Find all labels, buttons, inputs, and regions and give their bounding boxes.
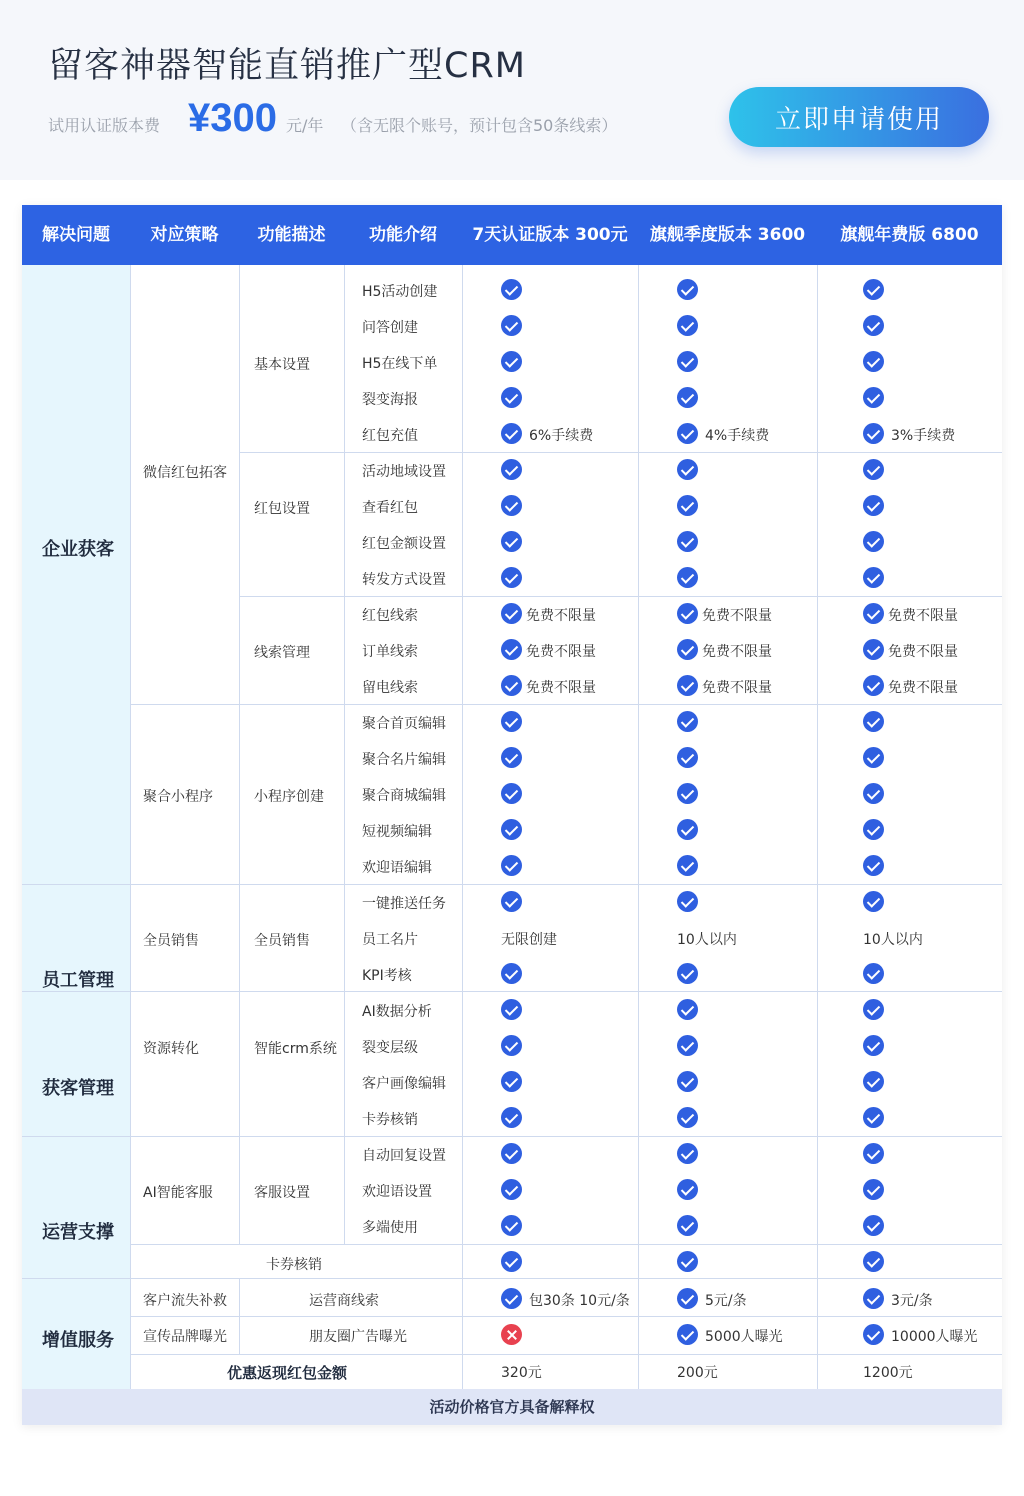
feature-label: 聚合商城编辑 <box>362 788 446 804</box>
check-icon <box>863 855 884 876</box>
strategy-label: 资源转化 <box>143 1041 199 1057</box>
price-label: 试用认证版本费 <box>48 116 161 135</box>
rebate-value: 200元 <box>677 1365 718 1381</box>
feature-label: AI数据分析 <box>362 1004 432 1020</box>
check-icon <box>863 1179 884 1200</box>
category-cell <box>22 265 130 885</box>
category-label: 员工管理 <box>42 970 114 991</box>
feature-label: 聚合首页编辑 <box>362 716 446 732</box>
check-icon <box>677 1288 698 1309</box>
check-icon <box>501 819 522 840</box>
pricing-table <box>22 205 1002 1425</box>
check-icon <box>677 279 698 300</box>
feature-label: 红包线索 <box>362 608 418 624</box>
check-icon <box>863 1324 884 1345</box>
check-icon <box>501 279 522 300</box>
check-icon <box>501 1179 522 1200</box>
description-label: 红包设置 <box>254 501 310 517</box>
feature-label: 聚合名片编辑 <box>362 752 446 768</box>
check-icon <box>863 351 884 372</box>
plan-note: 免费不限量 <box>526 644 596 660</box>
table-footer: 活动价格官方具备解释权 <box>22 1389 1002 1425</box>
check-icon <box>863 603 884 624</box>
feature-label: KPI考核 <box>362 968 412 984</box>
check-icon <box>677 891 698 912</box>
check-icon <box>501 963 522 984</box>
check-icon <box>863 711 884 732</box>
check-icon <box>677 1107 698 1128</box>
plan-note: 免费不限量 <box>702 644 772 660</box>
feature-label: 转发方式设置 <box>362 572 446 588</box>
check-icon <box>677 1035 698 1056</box>
check-icon <box>501 1143 522 1164</box>
check-icon <box>863 819 884 840</box>
check-icon <box>863 639 884 660</box>
plan-note: 免费不限量 <box>526 680 596 696</box>
check-icon <box>501 747 522 768</box>
value-added-left: 客户流失补救 <box>143 1293 227 1309</box>
check-icon <box>863 999 884 1020</box>
category-label: 获客管理 <box>42 1078 114 1099</box>
price-value: ¥300 <box>188 96 277 140</box>
value-added-mid: 运营商线索 <box>309 1293 379 1309</box>
header-plan-7day: 7天认证版本 300元 <box>472 225 628 245</box>
grid-line <box>239 596 1002 597</box>
feature-label: 客户画像编辑 <box>362 1076 446 1092</box>
check-icon <box>677 351 698 372</box>
feature-label: H5活动创建 <box>362 284 438 300</box>
check-icon <box>863 747 884 768</box>
grid-line <box>130 1316 1002 1317</box>
grid-line <box>239 265 240 1244</box>
check-icon <box>677 819 698 840</box>
check-icon <box>863 1071 884 1092</box>
hero-banner <box>0 0 1024 180</box>
plan-note: 无限创建 <box>501 932 557 948</box>
feature-label: 欢迎语设置 <box>362 1184 432 1200</box>
grid-line <box>130 1244 1002 1245</box>
check-icon <box>501 891 522 912</box>
check-icon <box>501 387 522 408</box>
check-icon <box>863 567 884 588</box>
feature-label: H5在线下单 <box>362 356 438 372</box>
check-icon <box>863 315 884 336</box>
rebate-value: 320元 <box>501 1365 542 1381</box>
plan-note: 包30条 10元/条 <box>529 1293 630 1309</box>
check-icon <box>677 675 698 696</box>
description-label: 线索管理 <box>254 645 310 661</box>
check-icon <box>501 855 522 876</box>
check-icon <box>863 783 884 804</box>
cross-icon <box>501 1324 522 1345</box>
check-icon <box>677 315 698 336</box>
feature-label: 自动回复设置 <box>362 1148 446 1164</box>
feature-label: 活动地域设置 <box>362 464 446 480</box>
check-icon <box>677 855 698 876</box>
check-icon <box>501 1107 522 1128</box>
strategy-label: 聚合小程序 <box>143 789 213 805</box>
category-label: 运营支撑 <box>42 1222 114 1243</box>
check-icon <box>501 531 522 552</box>
rebate-value: 1200元 <box>863 1365 913 1381</box>
header-problem: 解决问题 <box>42 225 110 245</box>
plan-note: 免费不限量 <box>702 608 772 624</box>
check-icon <box>863 1288 884 1309</box>
value-added-mid: 朋友圈广告曝光 <box>309 1329 407 1345</box>
check-icon <box>677 1071 698 1092</box>
grid-line <box>22 1278 1002 1279</box>
category-label: 企业获客 <box>42 539 114 560</box>
feature-label: 短视频编辑 <box>362 824 432 840</box>
description-label: 基本设置 <box>254 357 310 373</box>
card-row-label: 卡券核销 <box>266 1257 322 1273</box>
check-icon <box>863 1035 884 1056</box>
plan-note: 免费不限量 <box>702 680 772 696</box>
check-icon <box>863 459 884 480</box>
header-strategy: 对应策略 <box>150 225 219 245</box>
category-label: 增值服务 <box>42 1330 114 1351</box>
grid-line <box>130 704 1002 705</box>
grid-line <box>22 884 1002 885</box>
grid-line <box>462 265 463 1389</box>
apply-button[interactable]: 立即申请使用 <box>729 87 989 147</box>
plan-note: 6%手续费 <box>529 428 594 444</box>
check-icon <box>677 1251 698 1272</box>
check-icon <box>863 1143 884 1164</box>
check-icon <box>501 675 522 696</box>
header-plan-quarter: 旗舰季度版本 3600 <box>649 225 806 245</box>
feature-label: 卡券核销 <box>362 1112 418 1128</box>
grid-line <box>22 1136 1002 1137</box>
check-icon <box>501 1288 522 1309</box>
check-icon <box>677 783 698 804</box>
feature-label: 红包充值 <box>362 428 418 444</box>
strategy-label: 全员销售 <box>143 933 199 949</box>
plan-note: 3元/条 <box>891 1293 933 1309</box>
check-icon <box>501 711 522 732</box>
check-icon <box>677 459 698 480</box>
plan-note: 免费不限量 <box>888 608 958 624</box>
grid-line <box>130 265 131 1389</box>
check-icon <box>863 423 884 444</box>
check-icon <box>501 351 522 372</box>
check-icon <box>863 531 884 552</box>
check-icon <box>501 1035 522 1056</box>
check-icon <box>863 1107 884 1128</box>
header-feature: 功能介绍 <box>369 225 437 245</box>
check-icon <box>677 999 698 1020</box>
check-icon <box>501 1215 522 1236</box>
check-icon <box>863 495 884 516</box>
check-icon <box>677 387 698 408</box>
description-label: 小程序创建 <box>254 789 324 805</box>
plan-note: 10000人曝光 <box>891 1329 978 1345</box>
price-unit: 元/年 <box>286 116 324 135</box>
check-icon <box>863 1215 884 1236</box>
plan-note: 10人以内 <box>863 932 923 948</box>
feature-label: 裂变层级 <box>362 1040 418 1056</box>
check-icon <box>501 567 522 588</box>
value-added-left: 宣传品牌曝光 <box>143 1329 227 1345</box>
strategy-label: AI智能客服 <box>143 1185 213 1201</box>
category-cell <box>22 992 130 1137</box>
check-icon <box>501 495 522 516</box>
grid-line <box>344 265 345 1244</box>
check-icon <box>677 1179 698 1200</box>
header-plan-year: 旗舰年费版 6800 <box>840 225 979 245</box>
feature-label: 问答创建 <box>362 320 418 336</box>
feature-label: 裂变海报 <box>362 392 418 408</box>
check-icon <box>677 711 698 732</box>
check-icon <box>501 783 522 804</box>
feature-label: 红包金额设置 <box>362 536 446 552</box>
price-row <box>48 96 708 146</box>
grid-line <box>130 1354 1002 1355</box>
table-header <box>22 205 1002 265</box>
price-note: （含无限个账号，预计包含50条线索） <box>341 116 618 135</box>
check-icon <box>863 963 884 984</box>
plan-note: 4%手续费 <box>705 428 770 444</box>
plan-note: 免费不限量 <box>888 644 958 660</box>
check-icon <box>863 675 884 696</box>
grid-line <box>817 265 818 1389</box>
check-icon <box>501 603 522 624</box>
check-icon <box>677 495 698 516</box>
check-icon <box>677 1143 698 1164</box>
category-cell <box>22 1137 130 1278</box>
check-icon <box>677 1324 698 1345</box>
check-icon <box>863 387 884 408</box>
feature-label: 员工名片 <box>362 932 418 948</box>
check-icon <box>501 315 522 336</box>
check-icon <box>677 1215 698 1236</box>
feature-label: 订单线索 <box>362 644 418 660</box>
description-label: 智能crm系统 <box>254 1041 337 1057</box>
check-icon <box>501 999 522 1020</box>
check-icon <box>677 603 698 624</box>
plan-note: 5000人曝光 <box>705 1329 783 1345</box>
check-icon <box>677 531 698 552</box>
feature-label: 留电线索 <box>362 680 418 696</box>
header-description: 功能描述 <box>257 225 326 245</box>
check-icon <box>501 1251 522 1272</box>
feature-label: 多端使用 <box>362 1220 418 1236</box>
plan-note: 3%手续费 <box>891 428 956 444</box>
feature-label: 查看红包 <box>362 500 418 516</box>
strategy-label: 微信红包拓客 <box>143 465 227 481</box>
check-icon <box>677 963 698 984</box>
check-icon <box>501 639 522 660</box>
check-icon <box>501 423 522 444</box>
rebate-label: 优惠返现红包金额 <box>227 1364 348 1382</box>
plan-note: 免费不限量 <box>526 608 596 624</box>
grid-line <box>22 991 1002 992</box>
feature-label: 欢迎语编辑 <box>362 860 432 876</box>
check-icon <box>677 639 698 660</box>
grid-line <box>239 452 1002 453</box>
check-icon <box>501 1071 522 1092</box>
check-icon <box>677 747 698 768</box>
description-label: 客服设置 <box>254 1185 310 1201</box>
page-title: 留客神器智能直销推广型CRM <box>48 46 526 86</box>
check-icon <box>863 279 884 300</box>
plan-note: 免费不限量 <box>888 680 958 696</box>
grid-line <box>638 265 639 1389</box>
check-icon <box>863 891 884 912</box>
description-label: 全员销售 <box>254 933 310 949</box>
check-icon <box>677 423 698 444</box>
check-icon <box>501 459 522 480</box>
check-icon <box>863 1251 884 1272</box>
feature-label: 一键推送任务 <box>362 896 446 912</box>
plan-note: 10人以内 <box>677 932 737 948</box>
check-icon <box>677 567 698 588</box>
plan-note: 5元/条 <box>705 1293 747 1309</box>
